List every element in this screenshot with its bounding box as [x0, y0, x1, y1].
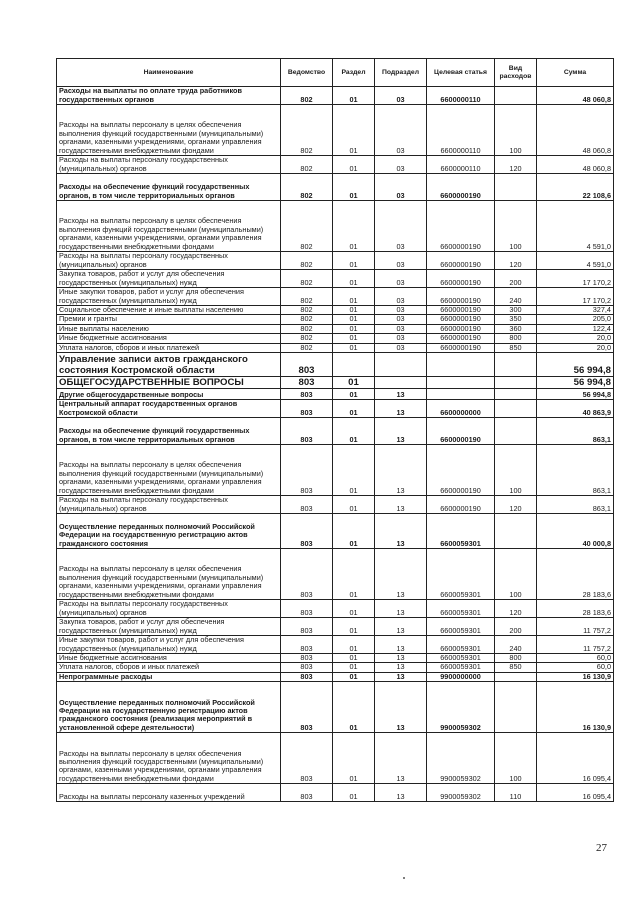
- row-department: 803: [281, 733, 333, 784]
- header-amount: Сумма: [537, 59, 614, 87]
- row-section: 01: [333, 654, 375, 663]
- row-section: 01: [333, 252, 375, 270]
- row-expense-type: 850: [495, 343, 537, 352]
- row-name: Иные бюджетные ассигнования: [57, 654, 281, 663]
- row-amount: 28 183,6: [537, 549, 614, 600]
- row-section: 01: [333, 324, 375, 333]
- row-subsection: 03: [375, 174, 427, 201]
- row-section: [333, 353, 375, 377]
- row-section: 01: [333, 315, 375, 324]
- row-name: Закупка товаров, работ и услуг для обеспечения государственных (муниципальных) нужд: [57, 618, 281, 636]
- row-section: 01: [333, 445, 375, 496]
- row-department: 802: [281, 105, 333, 156]
- row-name: Премии и гранты: [57, 315, 281, 324]
- table-row: [57, 377, 614, 389]
- row-name: Иные закупки товаров, работ и услуг для обеспечения государственных (муниципальных) нужд: [57, 636, 281, 654]
- row-name: Непрограммные расходы: [57, 672, 281, 681]
- row-expense-type: [495, 418, 537, 445]
- row-name: Другие общегосударственные вопросы: [57, 389, 281, 400]
- row-amount: 56 994,8: [537, 353, 614, 377]
- row-target-item: 9900000000: [427, 672, 495, 681]
- header-subsection: Подраздел: [375, 59, 427, 87]
- table-row: [57, 270, 614, 288]
- row-expense-type: [495, 87, 537, 105]
- row-department: 803: [281, 418, 333, 445]
- row-department: 802: [281, 87, 333, 105]
- row-expense-type: 360: [495, 324, 537, 333]
- row-target-item: 6600000190: [427, 270, 495, 288]
- table-row: [57, 353, 614, 377]
- row-subsection: 13: [375, 600, 427, 618]
- table-row: [57, 784, 614, 802]
- row-section: 01: [333, 174, 375, 201]
- row-expense-type: 100: [495, 733, 537, 784]
- row-subsection: 13: [375, 784, 427, 802]
- row-amount: 863,1: [537, 445, 614, 496]
- row-department: 802: [281, 343, 333, 352]
- row-section: 01: [333, 636, 375, 654]
- row-name: Иные закупки товаров, работ и услуг для обеспечения государственных (муниципальных) нужд: [57, 288, 281, 306]
- row-name: Расходы на выплаты персоналу в целях обеспечения выполнения функций государственными (муниципальными) органами, казенными учреждениями, органами управления государственными внебюджетными фондами: [57, 105, 281, 156]
- row-expense-type: [495, 389, 537, 400]
- row-name: Расходы на выплаты персоналу казенных учреждений: [57, 784, 281, 802]
- row-subsection: 13: [375, 496, 427, 514]
- table-row: [57, 654, 614, 663]
- row-amount: 56 994,8: [537, 377, 614, 389]
- row-department: 803: [281, 654, 333, 663]
- row-subsection: 03: [375, 334, 427, 343]
- header-section: Раздел: [333, 59, 375, 87]
- row-target-item: 6600059301: [427, 549, 495, 600]
- row-department: 803: [281, 353, 333, 377]
- row-subsection: 03: [375, 156, 427, 174]
- header-target-item: Целевая статья: [427, 59, 495, 87]
- row-section: 01: [333, 377, 375, 389]
- row-section: 01: [333, 618, 375, 636]
- row-section: 01: [333, 288, 375, 306]
- row-department: 802: [281, 288, 333, 306]
- budget-table: [56, 58, 614, 802]
- row-subsection: 03: [375, 324, 427, 333]
- row-amount: 48 060,8: [537, 87, 614, 105]
- row-expense-type: 120: [495, 156, 537, 174]
- row-target-item: 6600000190: [427, 334, 495, 343]
- row-expense-type: 850: [495, 663, 537, 672]
- row-section: 01: [333, 201, 375, 252]
- row-subsection: 13: [375, 618, 427, 636]
- row-department: 802: [281, 315, 333, 324]
- table-body: [57, 87, 614, 802]
- table-row: [57, 600, 614, 618]
- row-name: Осуществление переданных полномочий Российской Федерации на государственную регистрацию актов гражданского состояния (реализация мероприятий в установленной сфере деятельности): [57, 682, 281, 733]
- row-subsection: 13: [375, 389, 427, 400]
- table-row: [57, 174, 614, 201]
- table-row: [57, 418, 614, 445]
- table-row: [57, 400, 614, 418]
- row-amount: 122,4: [537, 324, 614, 333]
- row-amount: 4 591,0: [537, 252, 614, 270]
- row-amount: 17 170,2: [537, 270, 614, 288]
- row-target-item: [427, 377, 495, 389]
- row-name: Уплата налогов, сборов и иных платежей: [57, 343, 281, 352]
- row-department: 803: [281, 784, 333, 802]
- row-department: 803: [281, 600, 333, 618]
- row-target-item: 6600000190: [427, 201, 495, 252]
- table-row: [57, 663, 614, 672]
- row-target-item: 6600059301: [427, 514, 495, 549]
- row-section: 01: [333, 343, 375, 352]
- row-target-item: 6600059301: [427, 600, 495, 618]
- row-expense-type: 100: [495, 549, 537, 600]
- row-name: Уплата налогов, сборов и иных платежей: [57, 663, 281, 672]
- row-target-item: 6600000190: [427, 288, 495, 306]
- table-row: [57, 672, 614, 681]
- row-name: Расходы на выплаты персоналу в целях обеспечения выполнения функций государственными (муниципальными) органами, казенными учреждениями, органами управления государственными внебюджетными фондами: [57, 733, 281, 784]
- row-section: 01: [333, 549, 375, 600]
- header-department: Ведомство: [281, 59, 333, 87]
- row-name: Осуществление переданных полномочий Российской Федерации на государственную регистрацию актов гражданского состояния: [57, 514, 281, 549]
- row-subsection: 13: [375, 682, 427, 733]
- row-target-item: 6600059301: [427, 654, 495, 663]
- row-name: Иные бюджетные ассигнования: [57, 334, 281, 343]
- row-amount: 16 095,4: [537, 733, 614, 784]
- row-name: Социальное обеспечение и иные выплаты населению: [57, 306, 281, 315]
- row-expense-type: 350: [495, 315, 537, 324]
- table-row: [57, 156, 614, 174]
- table-row: [57, 288, 614, 306]
- row-amount: 28 183,6: [537, 600, 614, 618]
- row-section: 01: [333, 672, 375, 681]
- table-row: [57, 445, 614, 496]
- row-name: Расходы на выплаты персоналу в целях обеспечения выполнения функций государственными (муниципальными) органами, казенными учреждениями, органами управления государственными внебюджетными фондами: [57, 445, 281, 496]
- row-section: 01: [333, 600, 375, 618]
- row-section: 01: [333, 682, 375, 733]
- row-expense-type: 240: [495, 636, 537, 654]
- row-amount: 11 757,2: [537, 618, 614, 636]
- row-subsection: 13: [375, 514, 427, 549]
- row-target-item: 6600000190: [427, 343, 495, 352]
- row-section: 01: [333, 87, 375, 105]
- table-row: [57, 315, 614, 324]
- header-name: Наименование: [57, 59, 281, 87]
- row-amount: 4 591,0: [537, 201, 614, 252]
- row-amount: 40 000,8: [537, 514, 614, 549]
- row-subsection: 13: [375, 672, 427, 681]
- table-row: [57, 682, 614, 733]
- row-subsection: 13: [375, 654, 427, 663]
- row-section: 01: [333, 663, 375, 672]
- row-expense-type: 800: [495, 334, 537, 343]
- table-row: [57, 618, 614, 636]
- row-subsection: 03: [375, 306, 427, 315]
- row-subsection: 13: [375, 636, 427, 654]
- row-target-item: 6600000000: [427, 400, 495, 418]
- row-expense-type: [495, 682, 537, 733]
- row-expense-type: 200: [495, 270, 537, 288]
- row-section: 01: [333, 418, 375, 445]
- row-subsection: 13: [375, 733, 427, 784]
- row-department: 802: [281, 201, 333, 252]
- row-subsection: 03: [375, 105, 427, 156]
- row-expense-type: [495, 400, 537, 418]
- row-department: 802: [281, 306, 333, 315]
- row-section: 01: [333, 400, 375, 418]
- row-subsection: 03: [375, 201, 427, 252]
- table-header-row: [57, 59, 614, 87]
- row-expense-type: 120: [495, 496, 537, 514]
- row-name: Расходы на выплаты персоналу государственных (муниципальных) органов: [57, 156, 281, 174]
- row-amount: 56 994,8: [537, 389, 614, 400]
- row-subsection: [375, 353, 427, 377]
- row-name: Центральный аппарат государственных органов Костромской области: [57, 400, 281, 418]
- row-expense-type: 300: [495, 306, 537, 315]
- row-target-item: 6600000190: [427, 174, 495, 201]
- row-department: 802: [281, 252, 333, 270]
- table-row: [57, 87, 614, 105]
- table-row: [57, 733, 614, 784]
- row-expense-type: 100: [495, 445, 537, 496]
- row-target-item: 6600000110: [427, 156, 495, 174]
- row-subsection: 03: [375, 270, 427, 288]
- row-department: 803: [281, 672, 333, 681]
- row-name: Управление записи актов гражданского состояния Костромской области: [57, 353, 281, 377]
- row-section: 01: [333, 389, 375, 400]
- row-target-item: [427, 389, 495, 400]
- row-department: 803: [281, 663, 333, 672]
- row-department: 803: [281, 445, 333, 496]
- row-subsection: 03: [375, 87, 427, 105]
- row-section: 01: [333, 733, 375, 784]
- row-expense-type: 120: [495, 252, 537, 270]
- table-row: [57, 252, 614, 270]
- row-department: 802: [281, 156, 333, 174]
- row-subsection: 13: [375, 549, 427, 600]
- table-row: [57, 496, 614, 514]
- row-target-item: 6600000190: [427, 445, 495, 496]
- row-expense-type: 240: [495, 288, 537, 306]
- row-subsection: 03: [375, 315, 427, 324]
- table-row: [57, 334, 614, 343]
- table-row: [57, 324, 614, 333]
- row-amount: 863,1: [537, 418, 614, 445]
- row-target-item: 9900059302: [427, 733, 495, 784]
- row-section: 01: [333, 105, 375, 156]
- row-expense-type: [495, 514, 537, 549]
- row-amount: 327,4: [537, 306, 614, 315]
- row-amount: 205,0: [537, 315, 614, 324]
- row-target-item: 6600000190: [427, 315, 495, 324]
- row-name: Расходы на выплаты по оплате труда работников государственных органов: [57, 87, 281, 105]
- row-name: Расходы на выплаты персоналу государственных (муниципальных) органов: [57, 496, 281, 514]
- row-name: Иные выплаты населению: [57, 324, 281, 333]
- header-expense-type: Вид расходов: [495, 59, 537, 87]
- row-department: 803: [281, 514, 333, 549]
- row-expense-type: 110: [495, 784, 537, 802]
- row-subsection: 03: [375, 343, 427, 352]
- row-section: 01: [333, 306, 375, 315]
- row-section: 01: [333, 156, 375, 174]
- table-row: [57, 549, 614, 600]
- row-name: Расходы на выплаты персоналу государственных (муниципальных) органов: [57, 600, 281, 618]
- row-department: 803: [281, 377, 333, 389]
- row-amount: 20,0: [537, 343, 614, 352]
- table-row: [57, 514, 614, 549]
- row-expense-type: 200: [495, 618, 537, 636]
- row-department: 803: [281, 496, 333, 514]
- table-row: [57, 389, 614, 400]
- row-expense-type: [495, 174, 537, 201]
- row-name: Расходы на выплаты персоналу в целях обеспечения выполнения функций государственными (муниципальными) органами, казенными учреждениями, органами управления государственными внебюджетными фондами: [57, 201, 281, 252]
- page-number: 27: [596, 842, 607, 854]
- row-target-item: 6600059301: [427, 618, 495, 636]
- row-subsection: 03: [375, 252, 427, 270]
- row-expense-type: 100: [495, 201, 537, 252]
- row-amount: 48 060,8: [537, 156, 614, 174]
- row-target-item: 6600059301: [427, 636, 495, 654]
- row-subsection: 13: [375, 663, 427, 672]
- row-section: 01: [333, 270, 375, 288]
- table-row: [57, 306, 614, 315]
- row-expense-type: 120: [495, 600, 537, 618]
- row-subsection: 13: [375, 445, 427, 496]
- row-amount: 16 095,4: [537, 784, 614, 802]
- row-amount: 48 060,8: [537, 105, 614, 156]
- row-target-item: 6600000190: [427, 306, 495, 315]
- row-target-item: 6600000110: [427, 105, 495, 156]
- row-department: 803: [281, 389, 333, 400]
- row-name: ОБЩЕГОСУДАРСТВЕННЫЕ ВОПРОСЫ: [57, 377, 281, 389]
- row-name: Расходы на выплаты персоналу государственных (муниципальных) органов: [57, 252, 281, 270]
- row-amount: 17 170,2: [537, 288, 614, 306]
- row-subsection: 03: [375, 288, 427, 306]
- row-department: 803: [281, 636, 333, 654]
- table-row: [57, 343, 614, 352]
- row-target-item: 6600000190: [427, 496, 495, 514]
- row-target-item: 6600000190: [427, 418, 495, 445]
- row-department: 802: [281, 270, 333, 288]
- row-amount: 11 757,2: [537, 636, 614, 654]
- row-target-item: 6600059301: [427, 663, 495, 672]
- row-subsection: 13: [375, 400, 427, 418]
- row-amount: 16 130,9: [537, 672, 614, 681]
- row-expense-type: [495, 353, 537, 377]
- row-department: 802: [281, 324, 333, 333]
- row-amount: 40 863,9: [537, 400, 614, 418]
- row-name: Расходы на обеспечение функций государственных органов, в том числе территориальных органов: [57, 418, 281, 445]
- table-row: [57, 201, 614, 252]
- row-subsection: [375, 377, 427, 389]
- row-name: Закупка товаров, работ и услуг для обеспечения государственных (муниципальных) нужд: [57, 270, 281, 288]
- row-department: 803: [281, 400, 333, 418]
- row-amount: 16 130,9: [537, 682, 614, 733]
- row-section: 01: [333, 496, 375, 514]
- row-target-item: [427, 353, 495, 377]
- table-row: [57, 105, 614, 156]
- table-row: [57, 636, 614, 654]
- row-amount: 60,0: [537, 654, 614, 663]
- row-expense-type: [495, 672, 537, 681]
- row-amount: 20,0: [537, 334, 614, 343]
- row-section: 01: [333, 514, 375, 549]
- row-department: 803: [281, 682, 333, 733]
- row-department: 802: [281, 174, 333, 201]
- row-amount: 863,1: [537, 496, 614, 514]
- row-amount: 22 108,6: [537, 174, 614, 201]
- row-target-item: 9900059302: [427, 682, 495, 733]
- row-department: 803: [281, 618, 333, 636]
- row-name: Расходы на выплаты персоналу в целях обеспечения выполнения функций государственными (муниципальными) органами, казенными учреждениями, органами управления государственными внебюджетными фондами: [57, 549, 281, 600]
- scan-speck: [403, 877, 405, 879]
- row-section: 01: [333, 334, 375, 343]
- row-expense-type: 800: [495, 654, 537, 663]
- row-department: 802: [281, 334, 333, 343]
- row-target-item: 6600000190: [427, 324, 495, 333]
- row-department: 803: [281, 549, 333, 600]
- row-section: 01: [333, 784, 375, 802]
- row-target-item: 9900059302: [427, 784, 495, 802]
- row-target-item: 6600000190: [427, 252, 495, 270]
- row-amount: 60,0: [537, 663, 614, 672]
- row-target-item: 6600000110: [427, 87, 495, 105]
- row-expense-type: [495, 377, 537, 389]
- row-name: Расходы на обеспечение функций государственных органов, в том числе территориальных органов: [57, 174, 281, 201]
- row-expense-type: 100: [495, 105, 537, 156]
- row-subsection: 13: [375, 418, 427, 445]
